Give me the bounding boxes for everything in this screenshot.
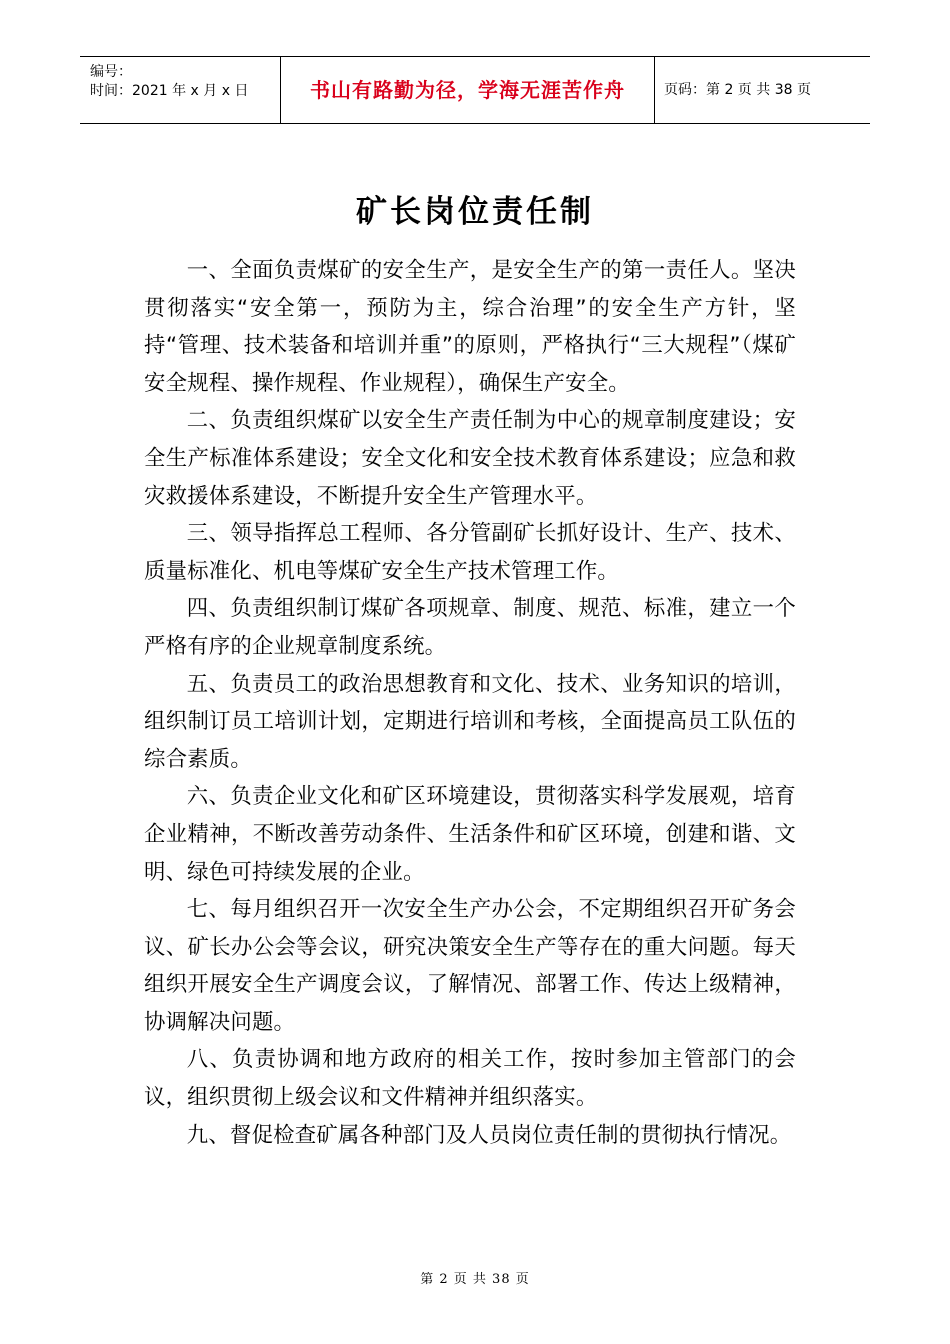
paragraph-9: 九、督促检查矿属各种部门及人员岗位责任制的贯彻执行情况。 — [186, 1122, 792, 1148]
header-motto: 书山有路勤为径，学海无涯苦作舟 — [310, 78, 625, 102]
header-page-info: 页码：第 2 页 共 38 页 — [664, 82, 811, 98]
paragraph-6: 六、负责企业文化和矿区环境建设，贯彻落实科学发展观，培育企业精神，不断改善劳动条件、生活条件和矿区环境，创建和谐、文明、绿色可持续发展的企业。 — [144, 784, 796, 885]
paragraph-8: 八、负责协调和地方政府的相关工作，按时参加主管部门的会议，组织贯彻上级会议和文件精神并组织落实。 — [144, 1047, 796, 1111]
document-title: 矿长岗位责任制 — [356, 194, 594, 230]
document-body — [144, 252, 796, 1154]
header-meta — [90, 63, 280, 101]
paragraph-1: 一、全面负责煤矿的安全生产，是安全生产的第一责任人。坚决贯彻落实“安全第一，预防为主，综合治理”的安全生产方针，坚持“管理、技术装备和培训并重”的原则，严格执行“三大规程”（煤矿安全规程、操作规程、作业规程），确保生产安全。 — [144, 258, 796, 396]
document-number-label: 编号： — [90, 64, 132, 80]
paragraph-2: 二、负责组织煤矿以安全生产责任制为中心的规章制度建设；安全生产标准体系建设；安全文化和安全技术教育体系建设；应急和救灾救援体系建设，不断提升安全生产管理水平。 — [144, 408, 796, 509]
paragraph-5: 五、负责员工的政治思想教育和文化、技术、业务知识的培训，组织制订员工培训计划，定期进行培训和考核，全面提高员工队伍的综合素质。 — [144, 671, 796, 772]
paragraph-4: 四、负责组织制订煤矿各项规章、制度、规范、标准，建立一个严格有序的企业规章制度系统。 — [144, 596, 796, 659]
header-divider-right — [654, 57, 655, 124]
paragraph-7: 七、每月组织召开一次安全生产办公会，不定期组织召开矿务会议、矿长办公会等会议，研究决策安全生产等存在的重大问题。每天组织开展安全生产调度会议，了解情况、部署工作、传达上级精神，协调解决问题。 — [144, 897, 796, 1035]
document-date: 时间：2021 年 x 月 x 日 — [90, 83, 249, 99]
paragraph-3: 三、领导指挥总工程师、各分管副矿长抓好设计、生产、技术、质量标准化、机电等煤矿安全生产技术管理工作。 — [144, 521, 796, 584]
page-header — [80, 56, 870, 124]
page-footer-number: 第 2 页 共 38 页 — [420, 1272, 530, 1287]
